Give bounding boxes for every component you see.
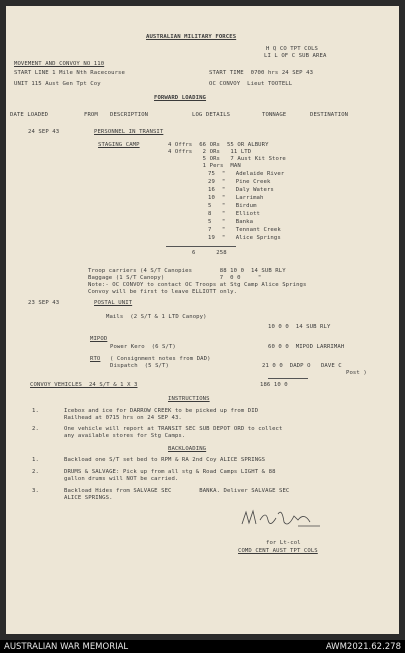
staging-line: 4 Offrs 2 ORs 11 LTD	[168, 149, 252, 155]
rto-line: ( Consignment notes from DAD)	[110, 356, 211, 362]
column-header: LOG DETAILS	[192, 112, 231, 118]
destination-row: 8 " Elliott	[208, 211, 261, 217]
column-header: FROM	[84, 112, 98, 118]
convoy-total: 186 10 0	[260, 382, 288, 388]
note-line: Convoy will be first to leave ELLIOTT only.	[88, 289, 238, 295]
oc-convoy: OC CONVOY Lieut TOOTELL	[209, 81, 293, 87]
rto-heading: RTO	[90, 356, 101, 362]
backloading-text: Backload Hides from SALVAGE SEC BANKA. Deliver SALVAGE SEC	[64, 488, 290, 494]
footer-accession-number: AWM2021.62.278	[325, 642, 401, 652]
footer-archive-name: AUSTRALIAN WAR MEMORIAL	[4, 642, 129, 652]
archive-footer	[0, 640, 405, 653]
backloading-text: gallon drums will NOT be carried.	[64, 476, 179, 482]
movement-line: MOVEMENT AND CONVOY NO 110	[14, 61, 105, 67]
total-rule	[166, 246, 236, 247]
backloading-text: ALICE SPRINGS.	[64, 495, 113, 501]
ref-line-2: LI L OF C SUB AREA	[264, 53, 327, 59]
backloading-text: Backload one S/T set bed to RPM & RA 2nd Coy ALICE SPRINGS	[64, 457, 266, 463]
instruction-text: any available stores for Stg Camps.	[64, 433, 186, 439]
staging-line: 1 Pers MAN	[168, 163, 241, 169]
mipod-heading: MIPOD	[90, 336, 108, 342]
destination-row: 5 " Banka	[208, 219, 254, 225]
note-line: Note:- OC CONVOY to contact OC Troops at Stg Camp Alice Springs	[88, 282, 307, 288]
destination-row: 7 " Tennant Creek	[208, 227, 281, 233]
mails-line: Mails (2 S/T & 1 LTD Canopy)	[106, 314, 207, 320]
document-sheet	[6, 6, 399, 634]
backloading-heading: BACKLOADING	[168, 446, 207, 452]
backloading-number: 1.	[32, 457, 39, 463]
table-heading: FORWARD LOADING	[154, 95, 207, 101]
document-title: AUSTRALIAN MILITARY FORCES	[146, 34, 237, 40]
destination-row: 5 " Birdum	[208, 203, 257, 209]
instructions-heading: INSTRUCTIONS	[168, 396, 210, 402]
ref-line-1: H Q CO TPT COLS	[266, 46, 319, 52]
backloading-text: DRUMS & SALVAGE: Pick up from all stg & Road Camps LIGHT & 88	[64, 469, 276, 475]
column-header: DESCRIPTION	[110, 112, 149, 118]
personnel-heading: PERSONNEL IN TRANSIT	[94, 129, 164, 135]
staging-total: 6 258	[192, 250, 227, 256]
destination-row: 16 " Daly Waters	[208, 187, 274, 193]
instruction-number: 1.	[32, 408, 39, 414]
rto-tonnage: 21 0 0 DADP O DAVE C	[262, 363, 342, 369]
instruction-text: Railhead at 0715 hrs on 24 SEP 43.	[64, 415, 182, 421]
mails-tonnage: 10 0 0 14 SUB RLY	[268, 324, 331, 330]
rto-post: Post )	[346, 370, 367, 376]
postal-date: 23 SEP 43	[28, 300, 60, 306]
backloading-number: 3.	[32, 488, 39, 494]
personnel-date: 24 SEP 43	[28, 129, 60, 135]
destination-row: 19 " Alice Springs	[208, 235, 281, 241]
instruction-text: One vehicle will report at TRANSIT SEC SUB DEPOT ORD to collect	[64, 426, 283, 432]
instruction-number: 2.	[32, 426, 39, 432]
unit-line: UNIT 115 Aust Gen Tpt Coy	[14, 81, 101, 87]
total-rule	[268, 378, 308, 379]
instruction-text: Icebox and ice for DARROW CREEK to be picked up from DID	[64, 408, 259, 414]
signature-mark	[238, 506, 328, 536]
column-header: DATE LOADED	[10, 112, 49, 118]
troop-carriers-line: Troop carriers (4 S/T Canopies 88 10 0 14 SUB RLY	[88, 268, 286, 274]
postal-heading: POSTAL UNIT	[94, 300, 133, 306]
column-header: DESTINATION	[310, 112, 349, 118]
signature-title: COMD CENT AUST TPT COLS	[238, 548, 318, 554]
staging-line: 4 Offrs 66 ORs 55 OR ALBURY	[168, 142, 269, 148]
staging-heading: STAGING CAMP	[98, 142, 140, 148]
convoy-vehicles: CONVOY VEHICLES 24 S/T & 1 X 3	[30, 382, 138, 388]
column-header: TONNAGE	[262, 112, 287, 118]
destination-row: 29 " Pine Creek	[208, 179, 271, 185]
power-kero-tonnage: 60 0 0 MIPOD LARRIMAH	[268, 344, 345, 350]
start-line: START LINE 1 Mile Nth Racecourse	[14, 70, 125, 76]
destination-row: 75 " Adelaide River	[208, 171, 285, 177]
destination-row: 10 " Larrimah	[208, 195, 264, 201]
power-kero-line: Power Kero (6 S/T)	[110, 344, 176, 350]
staging-line: 5 ORs 7 Aust Kit Store	[168, 156, 286, 162]
rto-line: Dispatch (5 S/T)	[110, 363, 169, 369]
start-time: START TIME 0700 hrs 24 SEP 43	[209, 70, 314, 76]
signature-for: for Lt-col	[266, 540, 301, 546]
baggage-line: Baggage (1 S/T Canopy) 7 0 0 "	[88, 275, 262, 281]
backloading-number: 2.	[32, 469, 39, 475]
